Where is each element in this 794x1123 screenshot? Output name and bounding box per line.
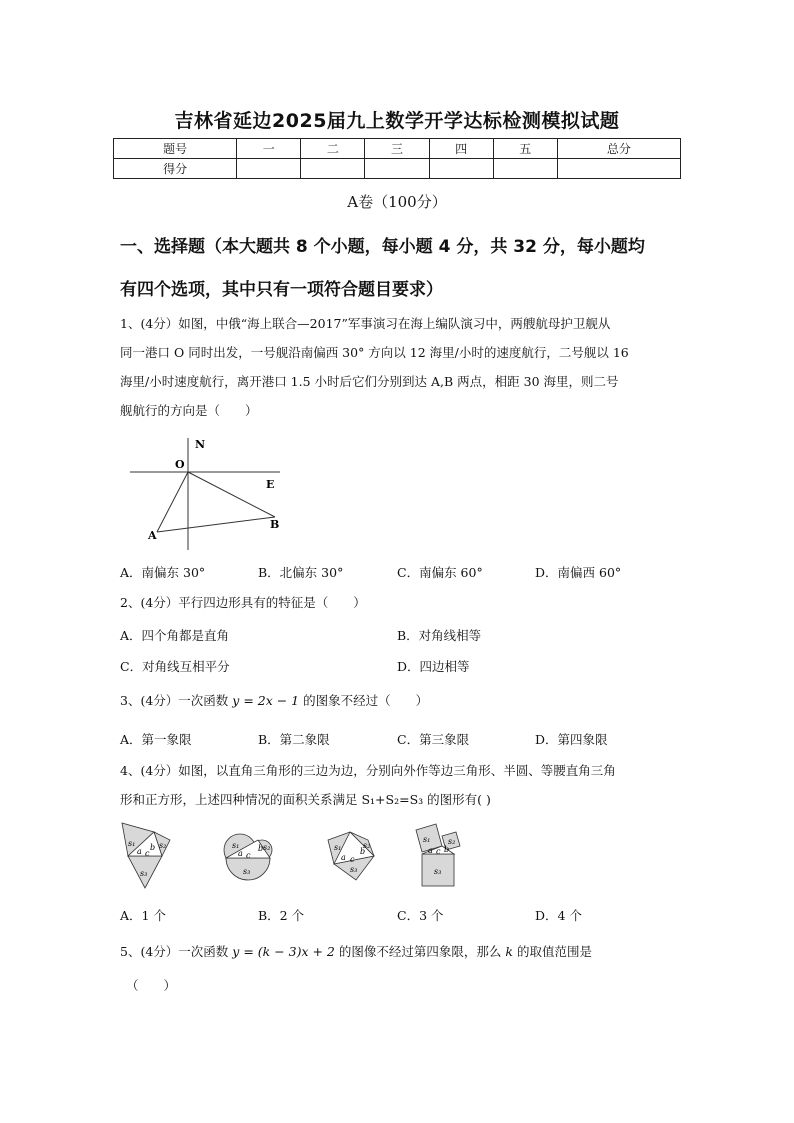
svg-text:s₁: s₁ [334,843,342,852]
svg-text:s₂: s₂ [363,841,371,850]
label-e: E [266,478,275,491]
q4-option-a[interactable]: A．1 个 [120,908,166,923]
svg-text:s₂: s₂ [448,837,456,846]
q5-stem-middle: 的图像不经过第四象限，那么 [338,944,502,959]
segment-ab [157,517,275,532]
q1-option-a[interactable]: A．南偏东 30° [120,565,206,580]
svg-text:c: c [436,847,441,856]
svg-text:s₃: s₃ [434,867,442,876]
score-header-cell: 题号 [114,139,237,159]
score-header-cell: 五 [493,139,557,159]
svg-text:s₃: s₃ [243,867,251,876]
svg-text:c: c [246,851,251,860]
svg-text:s₂: s₂ [159,841,167,850]
score-cell[interactable] [493,159,557,179]
part1-heading-line2: 有四个选项，其中只有一项符合题目要求） [120,280,443,300]
q1-line1: 1、(4分）如图，中俄“海上联合—2017”军事演习在海上编队演习中，两艘航母护卫舰从 [120,316,611,331]
svg-text:s₃: s₃ [350,865,358,874]
q5-stem-end: 的取值范围是 [516,944,592,959]
q3-option-b[interactable]: B．第二象限 [258,732,330,747]
svg-text:a: a [341,853,346,862]
label-a: A [148,529,157,542]
score-cell[interactable] [429,159,493,179]
q1-figure [128,436,288,556]
q4-figure-isosceles-right [328,832,374,880]
score-cell[interactable] [557,159,680,179]
svg-text:s₁: s₁ [423,835,431,844]
q4-figure-equilateral [122,823,170,888]
q4-figures [112,818,482,898]
part1-heading-line1: 一、选择题（本大题共 8 个小题，每小题 4 分，共 32 分，每小题均 [120,237,645,257]
segment-oa [157,472,188,532]
q2-option-b[interactable]: B．对角线相等 [397,628,482,643]
q3-option-c[interactable]: C．第三象限 [397,732,470,747]
section-a-heading: A卷（100分） [347,193,447,211]
q1-line3: 海里/小时速度航行，离开港口 1.5 小时后它们分别到达 A,B 两点，相距 30 海里，则二号 [120,374,619,389]
score-cell[interactable] [237,159,301,179]
q3-stem [120,687,676,715]
label-o: O [175,458,185,471]
svg-text:a: a [428,846,433,855]
label-n: N [195,438,206,451]
svg-text:s₁: s₁ [128,839,136,848]
score-table-score-row [114,159,681,179]
score-row-label: 得分 [114,159,237,179]
svg-text:b: b [258,844,264,853]
svg-text:s₁: s₁ [232,841,240,850]
q1-line4: 舰航行的方向是（ ） [120,403,258,418]
q5-formula: y = (k − 3)x + 2 [232,944,335,959]
q4-figure-squares [416,824,460,886]
score-header-cell: 总分 [557,139,680,159]
q2-option-c[interactable]: C．对角线互相平分 [120,659,230,674]
q5-answer-blank: （ ） [126,978,177,993]
label-b: B [270,518,280,531]
svg-text:b: b [360,847,366,856]
q4-option-d[interactable]: D．4 个 [535,908,582,923]
q1-option-d[interactable]: D．南偏西 60° [535,565,622,580]
score-header-cell: 一 [237,139,301,159]
q4-line2: 形和正方形，上述四种情况的面积关系满足 S₁+S₂=S₃ 的图形有( ) [120,792,491,807]
svg-text:s₂: s₂ [263,843,271,852]
q2-option-d[interactable]: D．四边相等 [397,659,470,674]
q2-stem: 2、(4分）平行四边形具有的特征是（ ） [120,595,366,610]
score-table-header-row [114,139,681,159]
q4-figure-semicircle [224,834,272,880]
q2-option-a[interactable]: A．四个角都是直角 [120,628,230,643]
q5-stem-start: 5、(4分）一次函数 [120,944,229,959]
q3-formula: y = 2x − 1 [232,693,300,708]
svg-text:c: c [350,855,355,864]
q3-option-a[interactable]: A．第一象限 [120,732,192,747]
score-table [113,138,681,179]
score-header-cell: 二 [301,139,365,159]
score-header-cell: 三 [365,139,429,159]
q4-option-c[interactable]: C．3 个 [397,908,444,923]
score-header-cell: 四 [429,139,493,159]
svg-text:b: b [150,843,156,852]
segment-ob [188,472,275,517]
q4-line1: 4、(4分）如图，以直角三角形的三边为边，分别向外作等边三角形、半圆、等腰直角三角 [120,763,616,778]
q1-line2: 同一港口 O 同时出发，一号舰沿南偏西 30° 方向以 12 海里/小时的速度航行，二号舰以 16 [120,345,629,360]
svg-text:a: a [238,849,243,858]
svg-text:c: c [145,849,150,858]
svg-text:a: a [137,847,142,856]
score-cell[interactable] [301,159,365,179]
q5-stem [120,938,676,966]
q4-option-b[interactable]: B．2 个 [258,908,305,923]
q1-option-b[interactable]: B．北偏东 30° [258,565,344,580]
q3-option-d[interactable]: D．第四象限 [535,732,608,747]
q5-variable: k [505,944,513,959]
score-cell[interactable] [365,159,429,179]
svg-text:s₃: s₃ [140,869,148,878]
q3-stem-end: 的图象不经过（ ） [303,693,429,708]
svg-text:b: b [444,845,450,854]
q1-option-c[interactable]: C．南偏东 60° [397,565,483,580]
page-title: 吉林省延边2025届九上数学开学达标检测模拟试题 [174,110,620,132]
q3-stem-start: 3、(4分）一次函数 [120,693,229,708]
